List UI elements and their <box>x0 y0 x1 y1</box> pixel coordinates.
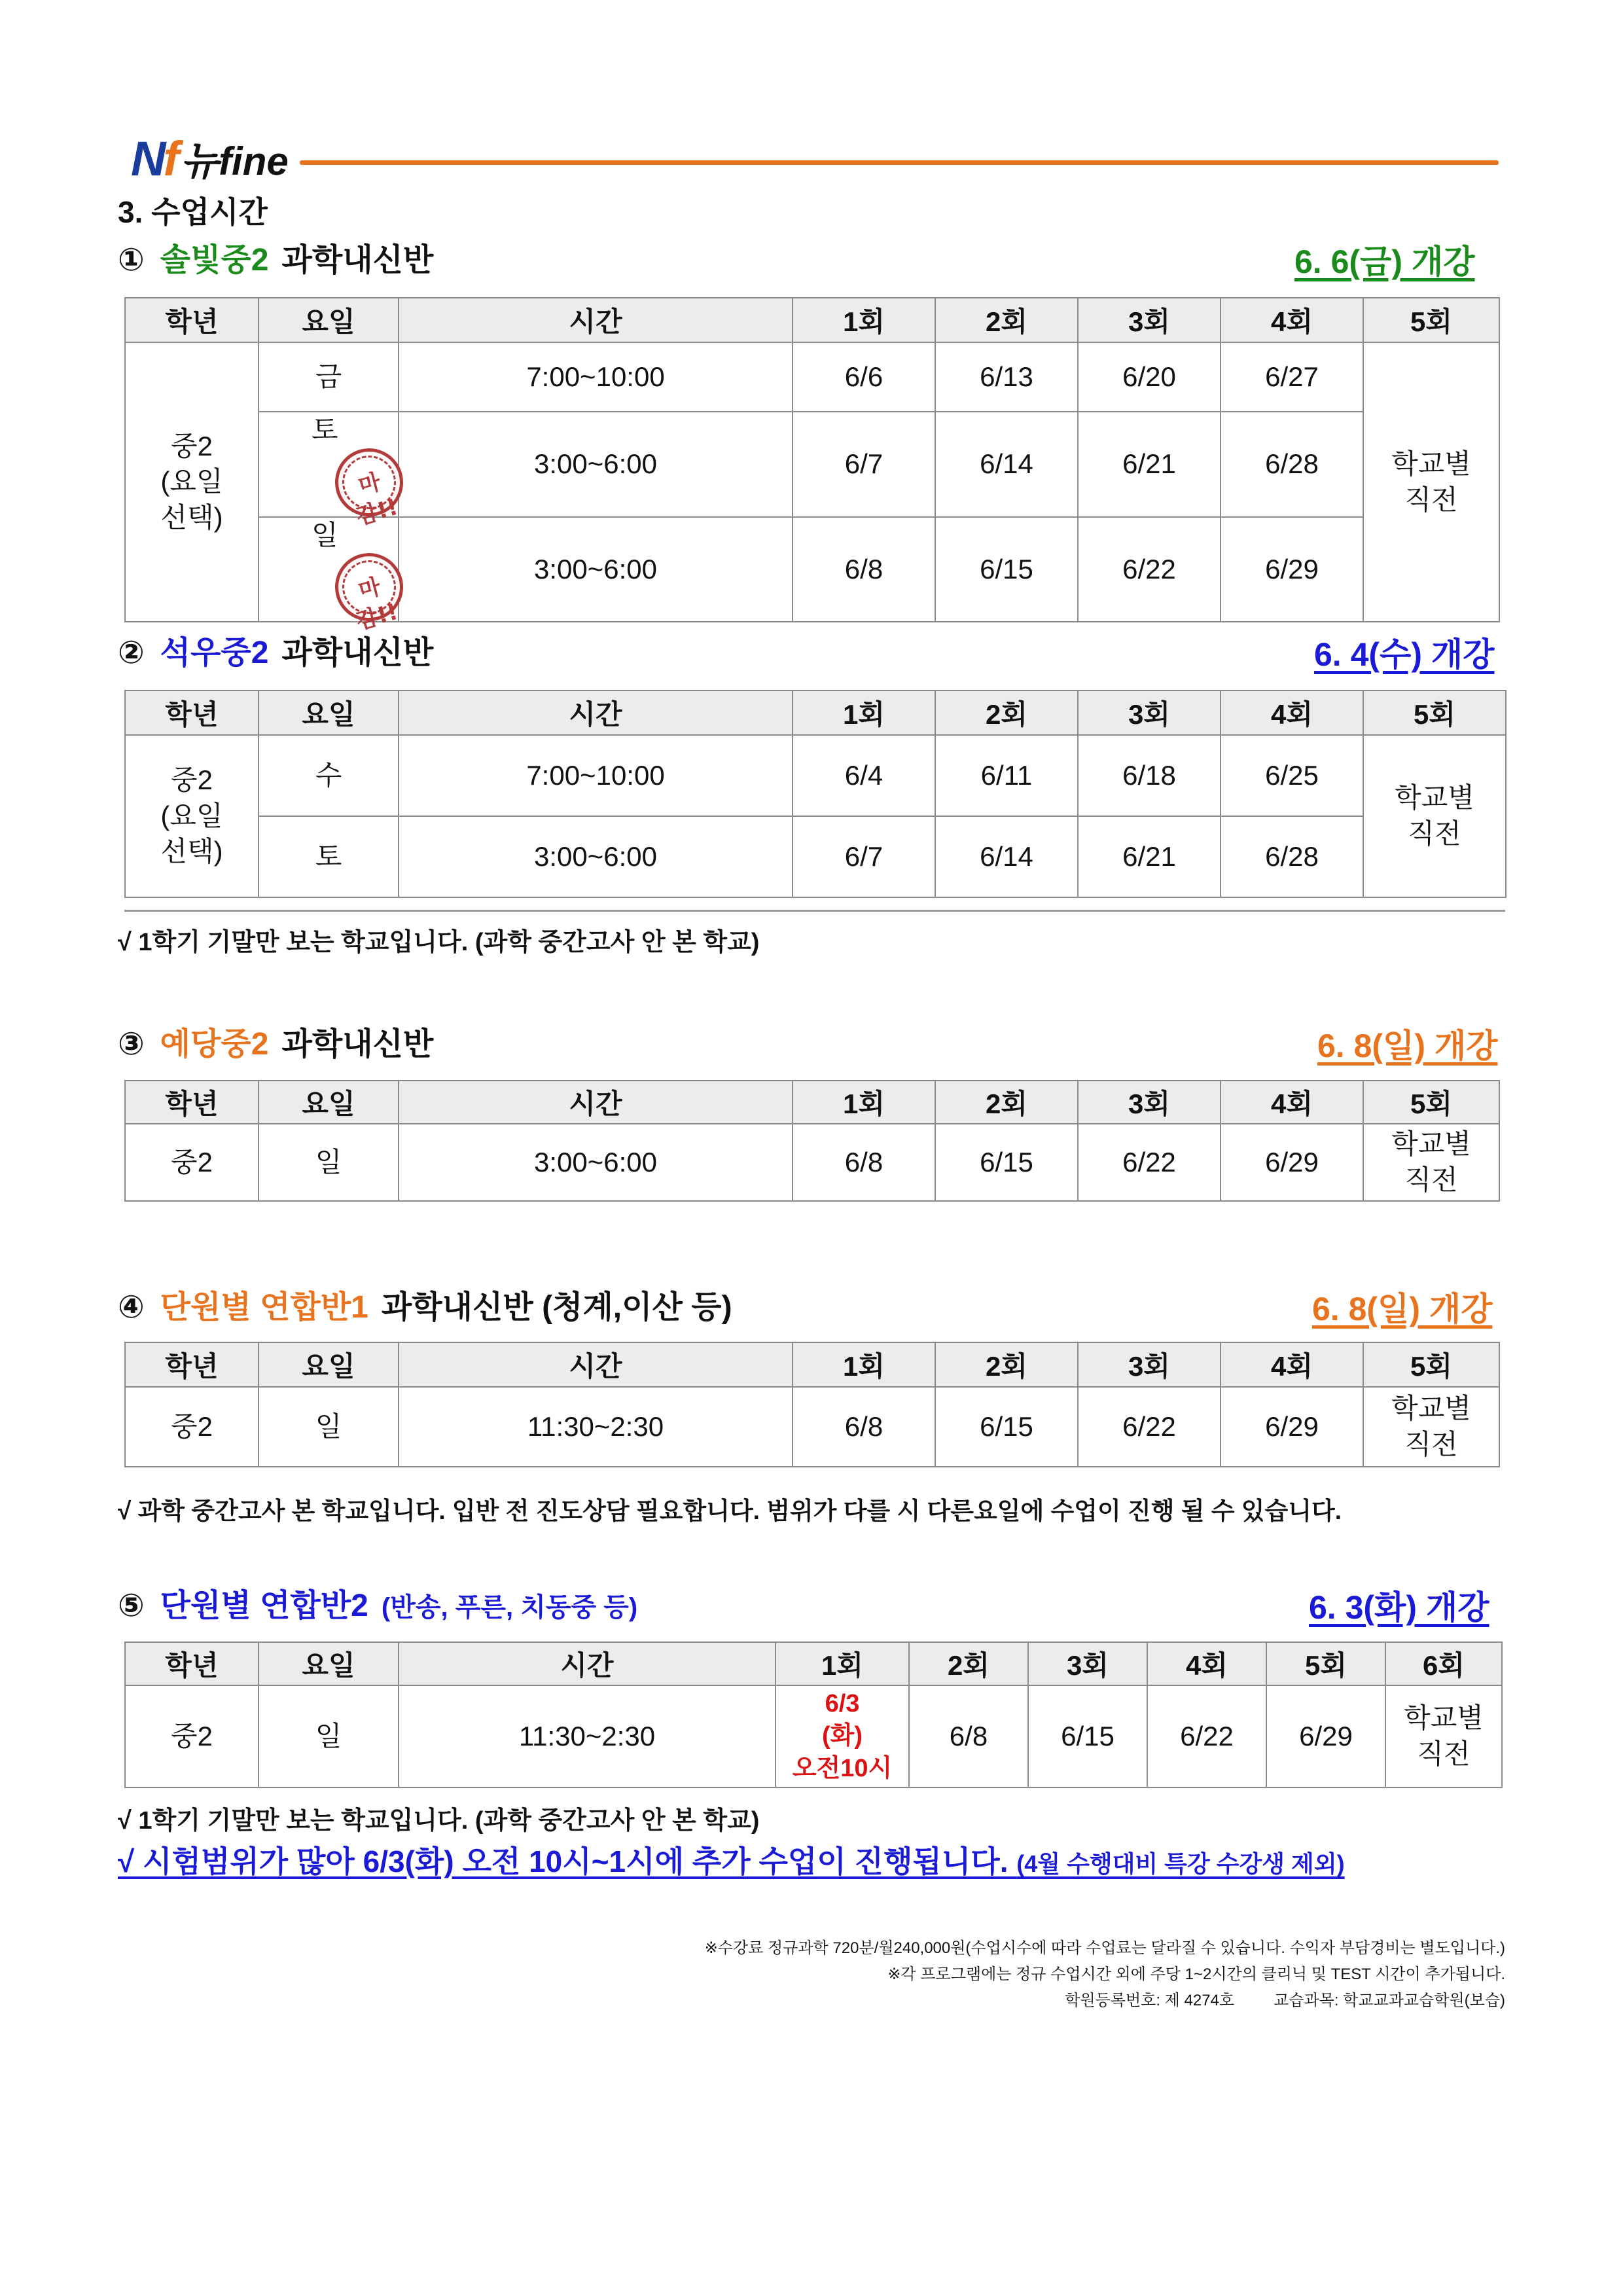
table-header-cell: 3회 <box>1028 1642 1147 1685</box>
table-cell: 6/28 <box>1221 412 1363 517</box>
section-2-schedule-table <box>124 690 1507 898</box>
table-header-cell: 학년 <box>125 1081 259 1124</box>
table-cell: 6/21 <box>1078 412 1221 517</box>
table-header-cell: 1회 <box>776 1642 909 1685</box>
section-5-note: √ 1학기 기말만 보는 학교입니다. (과학 중간고사 안 본 학교) <box>118 1807 760 1835</box>
section-5-open-date: 6. 3(화) 개강 <box>1309 1589 1489 1626</box>
table-header-cell: 2회 <box>935 691 1078 735</box>
table-header-cell: 3회 <box>1078 298 1221 342</box>
last-session-cell: 학교별 직전 <box>1385 1685 1502 1787</box>
header-grade: 학년 <box>125 298 259 342</box>
table-cell: 6/8 <box>793 1124 935 1201</box>
table-cell: 6/11 <box>935 735 1078 816</box>
table-cell: 11:30~2:30 <box>399 1685 776 1787</box>
table-cell: 6/29 <box>1221 517 1363 622</box>
logo <box>131 124 289 186</box>
section-2-title: ② 석우중2 과학내신반 <box>118 627 433 672</box>
table-cell: 일 마감!! <box>259 517 399 622</box>
section-1-schedule-table <box>124 297 1500 636</box>
table-header-cell: 시간 <box>399 1342 793 1387</box>
table-cell: 6/22 <box>1078 517 1221 622</box>
table-header-cell: 5회 <box>1363 1081 1499 1124</box>
table-cell: 6/14 <box>935 412 1078 517</box>
table-cell: 금 <box>259 342 399 412</box>
table-cell: 3:00~6:00 <box>399 412 793 517</box>
section-2-note: √ 1학기 기말만 보는 학교입니다. (과학 중간고사 안 본 학교) <box>118 929 760 956</box>
table-cell: 6/28 <box>1221 816 1363 897</box>
section-4-open-date: 6. 8(일) 개강 <box>1312 1291 1493 1327</box>
table-header-cell: 1회 <box>793 691 935 735</box>
section-5-title: ⑤ 단원별 연합반2 (반송, 푸른, 치동중 등) <box>118 1580 637 1625</box>
table-cell: 중2 <box>125 1387 259 1467</box>
table-cell: 6/20 <box>1078 342 1221 412</box>
section-5-extra-class-note: √ 시험범위가 많아 6/3(화) 오전 10시~1시에 추가 수업이 진행됩니다. (4월 수행대비 특강 수강생 제외) <box>118 1844 1345 1878</box>
table-cell: 중2 <box>125 1685 259 1787</box>
table-row <box>125 735 1506 816</box>
school-name: 석우중2 <box>160 636 269 670</box>
table-row <box>125 517 1499 622</box>
section-3-open-date: 6. 8(일) 개강 <box>1317 1028 1498 1064</box>
table-header-cell: 학년 <box>125 1642 259 1685</box>
table-cell: 6/27 <box>1221 342 1363 412</box>
table-row <box>125 816 1506 897</box>
section-3-title: ③ 예당중2 과학내신반 <box>118 1018 433 1064</box>
table-header-cell: 4회 <box>1221 298 1363 342</box>
table-cell: 6/4 <box>793 735 935 816</box>
table-cell: 6/13 <box>935 342 1078 412</box>
section-4-title: ④ 단원별 연합반1 과학내신반 (청계,이산 등) <box>118 1282 732 1327</box>
table-header-cell: 1회 <box>793 1342 935 1387</box>
school-name: 단원별 연합반1 <box>160 1290 368 1325</box>
school-name: 예당중2 <box>160 1027 269 1062</box>
table-cell: 3:00~6:00 <box>399 517 793 622</box>
table-header-cell: 2회 <box>935 1081 1078 1124</box>
grade-cell: 중2 (요일 선택) <box>125 735 259 897</box>
table-row <box>125 1685 1502 1787</box>
table-cell: 토 마감!! <box>259 412 399 517</box>
table-cell: 6/21 <box>1078 816 1221 897</box>
last-session-cell: 학교별 직전 <box>1363 1387 1499 1467</box>
table-cell: 6/22 <box>1147 1685 1266 1787</box>
header-time: 시간 <box>399 298 793 342</box>
table-cell: 6/14 <box>935 816 1078 897</box>
table-header-cell: 6회 <box>1385 1642 1502 1685</box>
table-header-cell: 요일 <box>259 1342 399 1387</box>
closed-stamp: 마감!! <box>327 440 410 524</box>
table-header-cell: 3회 <box>1078 691 1221 735</box>
table-row <box>125 342 1499 412</box>
table-cell: 6/7 <box>793 412 935 517</box>
table-row <box>125 1387 1499 1467</box>
table-header-cell: 요일 <box>259 1642 399 1685</box>
table-header-cell: 2회 <box>909 1642 1028 1685</box>
table-cell: 3:00~6:00 <box>399 1124 793 1201</box>
table-cell: 6/25 <box>1221 735 1363 816</box>
table-cell: 중2 <box>125 1124 259 1201</box>
table-header-cell: 5회 <box>1363 1342 1499 1387</box>
table-cell: 6/7 <box>793 816 935 897</box>
table-header-cell: 1회 <box>793 1081 935 1124</box>
footer-fee-note: ※수강료 정규과학 720분/월240,000원(수업시수에 따라 수업료는 달라질 수 있습니다. 수익자 부담경비는 별도입니다.) <box>704 1939 1505 1957</box>
table-header-cell: 학년 <box>125 1342 259 1387</box>
table-header-cell: 4회 <box>1147 1642 1266 1685</box>
section-heading: 3. 수업시간 <box>118 195 268 229</box>
school-name: 솔빛중2 <box>160 243 269 278</box>
table-cell: 일 <box>259 1124 399 1201</box>
table-header-cell: 4회 <box>1221 1081 1363 1124</box>
table-header-cell: 시간 <box>399 691 793 735</box>
table-cell: 6/8 <box>793 517 935 622</box>
table-cell: 토 <box>259 816 399 897</box>
divider <box>124 910 1505 912</box>
logo-wordmark: 뉴fine <box>181 139 289 183</box>
table-cell: 6/22 <box>1078 1124 1221 1201</box>
footer-registration: 학원등록번호: 제 4274호 교습과목: 학교교과교습학원(보습) <box>1065 1992 1505 2009</box>
table-cell: 일 <box>259 1685 399 1787</box>
section-3-schedule-table <box>124 1080 1500 1202</box>
table-cell: 6/29 <box>1221 1124 1363 1201</box>
table-header-cell: 5회 <box>1363 298 1499 342</box>
table-header-cell: 요일 <box>259 691 399 735</box>
grade-cell: 중2 (요일 선택) <box>125 342 259 622</box>
table-header-cell: 3회 <box>1078 1081 1221 1124</box>
table-header-cell: 5회 <box>1266 1642 1385 1685</box>
header-day: 요일 <box>259 298 399 342</box>
extra-session-cell: 6/3 (화) 오전10시 <box>776 1685 909 1787</box>
table-header-cell: 4회 <box>1221 691 1363 735</box>
table-header-cell: 시간 <box>399 1081 793 1124</box>
table-cell: 6/15 <box>935 517 1078 622</box>
section-2-open-date: 6. 4(수) 개강 <box>1314 636 1495 673</box>
table-cell: 6/6 <box>793 342 935 412</box>
table-cell: 6/15 <box>1028 1685 1147 1787</box>
table-cell: 수 <box>259 735 399 816</box>
table-header-cell: 5회 <box>1363 691 1506 735</box>
table-header-cell: 3회 <box>1078 1342 1221 1387</box>
header-divider <box>300 160 1499 165</box>
table-header-cell: 1회 <box>793 298 935 342</box>
section-5-schedule-table <box>124 1641 1503 1788</box>
section-4-note: √ 과학 중간고사 본 학교입니다. 입반 전 진도상담 필요합니다. 범위가 다를 시 다른요일에 수업이 진행 될 수 있습니다. <box>118 1498 1342 1524</box>
section-1-title: ① 솔빛중2 과학내신반 <box>118 234 433 279</box>
table-header-cell: 2회 <box>935 1342 1078 1387</box>
table-cell: 6/8 <box>909 1685 1028 1787</box>
table-cell: 7:00~10:00 <box>399 342 793 412</box>
last-session-cell: 학교별 직전 <box>1363 1124 1499 1201</box>
table-header-cell: 2회 <box>935 298 1078 342</box>
table-header-cell: 시간 <box>399 1642 776 1685</box>
table-cell: 6/22 <box>1078 1387 1221 1467</box>
last-session-cell: 학교별 직전 <box>1363 342 1499 622</box>
table-cell: 6/15 <box>935 1124 1078 1201</box>
table-cell: 6/15 <box>935 1387 1078 1467</box>
section-4-schedule-table <box>124 1342 1500 1467</box>
table-cell: 7:00~10:00 <box>399 735 793 816</box>
footer-clinic-note: ※각 프로그램에는 정규 수업시간 외에 주당 1~2시간의 클리닉 및 TEST 시간이 추가됩니다. <box>887 1965 1505 1983</box>
table-cell: 6/29 <box>1221 1387 1363 1467</box>
logo-mark: Nf <box>131 132 177 186</box>
table-header-cell: 학년 <box>125 691 259 735</box>
school-name: 단원별 연합반2 <box>160 1588 368 1623</box>
section-1-open-date: 6. 6(금) 개강 <box>1294 243 1475 280</box>
table-header-cell: 요일 <box>259 1081 399 1124</box>
table-cell: 6/8 <box>793 1387 935 1467</box>
table-cell: 3:00~6:00 <box>399 816 793 897</box>
table-cell: 6/29 <box>1266 1685 1385 1787</box>
table-cell: 11:30~2:30 <box>399 1387 793 1467</box>
table-header-cell: 4회 <box>1221 1342 1363 1387</box>
closed-stamp: 마감!! <box>327 546 410 629</box>
table-cell: 일 <box>259 1387 399 1467</box>
table-row <box>125 1124 1499 1201</box>
last-session-cell: 학교별 직전 <box>1363 735 1506 897</box>
table-cell: 6/18 <box>1078 735 1221 816</box>
table-row <box>125 412 1499 517</box>
